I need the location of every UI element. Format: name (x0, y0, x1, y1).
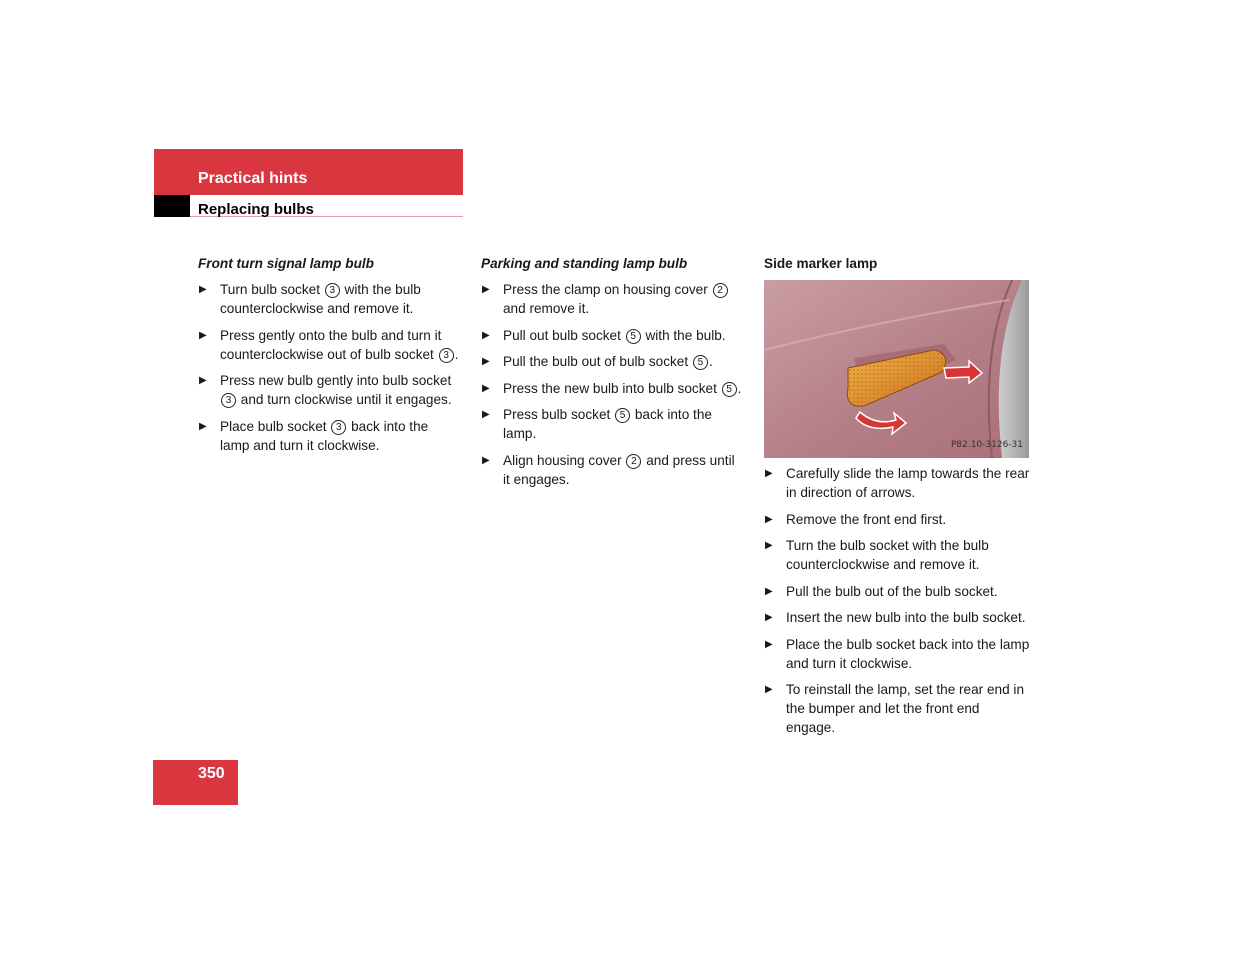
bullet-triangle-icon: ▶ (199, 420, 207, 432)
bullet-triangle-icon: ▶ (765, 585, 773, 597)
step-item: ▶ Press new bulb gently into bulb socket 3 and turn clockwise until it engages. (199, 373, 452, 407)
bullet-triangle-icon: ▶ (765, 513, 773, 525)
step-item: ▶ Turn bulb socket 3 with the bulb counterclockwise and remove it. (199, 282, 421, 316)
step-item: ▶ Pull out bulb socket 5 with the bulb. (482, 327, 726, 343)
step-item: ▶ Press the new bulb into bulb socket 5 . (482, 380, 742, 396)
bullet-triangle-icon: ▶ (765, 638, 773, 650)
step-item: ▶ Remove the front end first. (765, 511, 947, 527)
reference-number: 3 (331, 420, 346, 435)
step-item: ▶ Carefully slide the lamp towards the rear in direction of arrows. (765, 466, 1030, 500)
page-number-tab (153, 760, 238, 805)
side-marker-lamp-illustration (764, 280, 1029, 458)
reference-number: 5 (626, 329, 641, 344)
step-item: ▶ Press the clamp on housing cover 2 and remove it. (481, 280, 743, 318)
reference-number: 2 (626, 454, 641, 469)
page-number: 350 (198, 765, 225, 782)
column-heading: Side marker lamp (764, 256, 878, 271)
step-item: ▶ Insert the new bulb into the bulb socket. (765, 610, 1026, 625)
figure-code: P82.10-3126-31 (950, 440, 1023, 450)
reference-number: 5 (615, 408, 630, 423)
section-title: Practical hints (198, 170, 308, 187)
reference-number: 3 (325, 283, 340, 298)
side-marker-lamp-drawing (764, 280, 1029, 458)
bullet-triangle-icon: ▶ (482, 329, 490, 341)
bullet-triangle-icon: ▶ (765, 684, 773, 695)
bullet-triangle-icon: ▶ (765, 540, 773, 551)
bullet-triangle-icon: ▶ (482, 284, 490, 295)
bullet-triangle-icon: ▶ (199, 329, 207, 341)
step-item: ▶ Pull the bulb out of the bulb socket. (765, 583, 998, 599)
section-marker-block (154, 195, 190, 217)
subsection-title: Replacing bulbs (198, 201, 314, 218)
reference-number: 3 (439, 348, 454, 363)
step-item: ▶ Pull the bulb out of bulb socket 5 . (482, 354, 713, 369)
step-item: ▶ Place bulb socket 3 back into the lamp and turn it clockwise. (199, 418, 429, 453)
bullet-triangle-icon: ▶ (765, 612, 773, 623)
step-item: ▶ Turn the bulb socket with the bulb counterclockwise and remove it. (765, 538, 989, 572)
column-heading: Front turn signal lamp bulb (198, 256, 374, 271)
bullet-triangle-icon: ▶ (482, 454, 490, 466)
step-item: ▶ Press gently onto the bulb and turn it counterclockwise out of bulb socket 3 . (199, 327, 459, 362)
step-item: ▶ Place the bulb socket back into the lamp and turn it clockwise. (765, 636, 1030, 671)
bullet-triangle-icon: ▶ (482, 356, 490, 367)
column-parking-lamp (481, 254, 743, 496)
step-list (198, 280, 460, 455)
step-item: ▶ Press bulb socket 5 back into the lamp. (482, 407, 712, 441)
reference-number: 2 (713, 283, 728, 298)
column-heading: Parking and standing lamp bulb (481, 256, 688, 271)
bullet-triangle-icon: ▶ (199, 284, 207, 295)
bullet-triangle-icon: ▶ (482, 409, 490, 420)
bullet-triangle-icon: ▶ (765, 468, 773, 479)
reference-number: 5 (722, 382, 737, 397)
column-front-turn-signal (198, 254, 460, 462)
bullet-triangle-icon: ▶ (482, 382, 490, 394)
step-item: ▶ Align housing cover 2 and press until it engages. (482, 452, 735, 487)
reference-number: 3 (221, 393, 236, 408)
step-list (764, 464, 1032, 737)
bullet-triangle-icon: ▶ (199, 375, 207, 386)
step-item: ▶ To reinstall the lamp, set the rear end in the bumper and let the front end engage. (765, 682, 1025, 735)
reference-number: 5 (693, 355, 708, 370)
column-side-marker (764, 254, 1032, 745)
step-list (481, 280, 743, 489)
